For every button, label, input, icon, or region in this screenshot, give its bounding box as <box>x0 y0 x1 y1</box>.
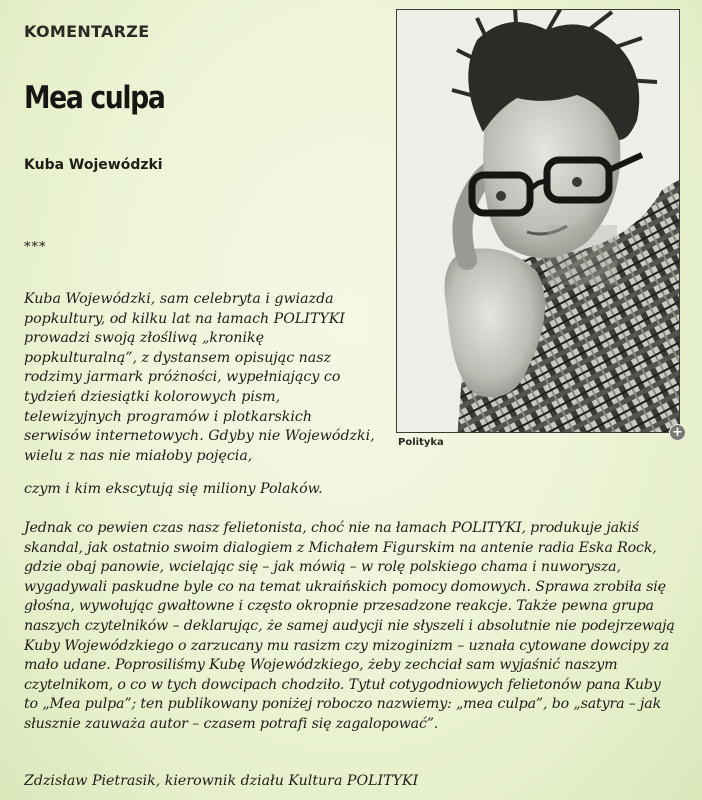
separator-stars: *** <box>24 240 47 255</box>
signature: Zdzisław Pietrasik, kierownik działu Kultura POLITYKI <box>24 773 419 789</box>
body-paragraph: Jednak co pewien czas nasz felietonista, choć nie na łamach POLITYKI, produkuje jakiś skandal, jak ostatnio swoim dialogiem z Michałem Figurskim na antenie radia Eska Rock, gdzie obaj panowie, wcielając się – jak mówią – w rolę polskiego chama i nuworysza, wygadywali paskudne byle co na temat ukraińskich pomocy domowych. Sprawa zrobiła się głośna, wywołując gwałtowne i często okropnie przesadzone reakcje. Także pewna grupa naszych czytelników – deklarując, że samej audycji nie słyszeli i absolutnie nie podejrzewają Kuby Wojewódzkiego o zarzucany mu rasizm czy mizoginizm – uznała cytowane dowcipy za mało udane. Poprosiliśmy Kubę Wojewódzkiego, żeby zechciał sam wyjaśnić naszym czytelnikom, o co w tych dowcipach chodziło. Tytuł cotygodniowych felietonów pana Kuby to „Mea pulpa”; ten publikowany poniżej roboczo nazwiemy: „mea culpa”, bo „satyra – jak słusznie zauważa autor – czasem potrafi się zagalopować”. <box>24 520 675 732</box>
article-title: Mea culpa <box>24 80 165 116</box>
lead-paragraph-continued: czym i kim ekscytują się miliony Polaków. <box>24 481 323 497</box>
article-author: Kuba Wojewódzki <box>24 157 163 173</box>
plus-circle-icon[interactable]: + <box>669 424 686 441</box>
section-label: KOMENTARZE <box>24 22 150 41</box>
author-photo <box>396 9 680 433</box>
portrait-image <box>397 10 679 432</box>
lead-paragraph: Kuba Wojewódzki, sam celebryta i gwiazda popkultury, od kilku lat na łamach POLITYKI prowadzi swoją złośliwą „kronikę popkulturalną”, z dystansem opisując nasz rodzimy jarmark próżności, wypełniający co tydzień dziesiątki kolorowych pism, telewizyjnych programów i plotkarskich serwisów internetowych. Gdyby nie Wojewódzki, wielu z nas nie miałoby pojęcia, <box>24 291 375 464</box>
photo-caption: Polityka <box>398 437 444 448</box>
